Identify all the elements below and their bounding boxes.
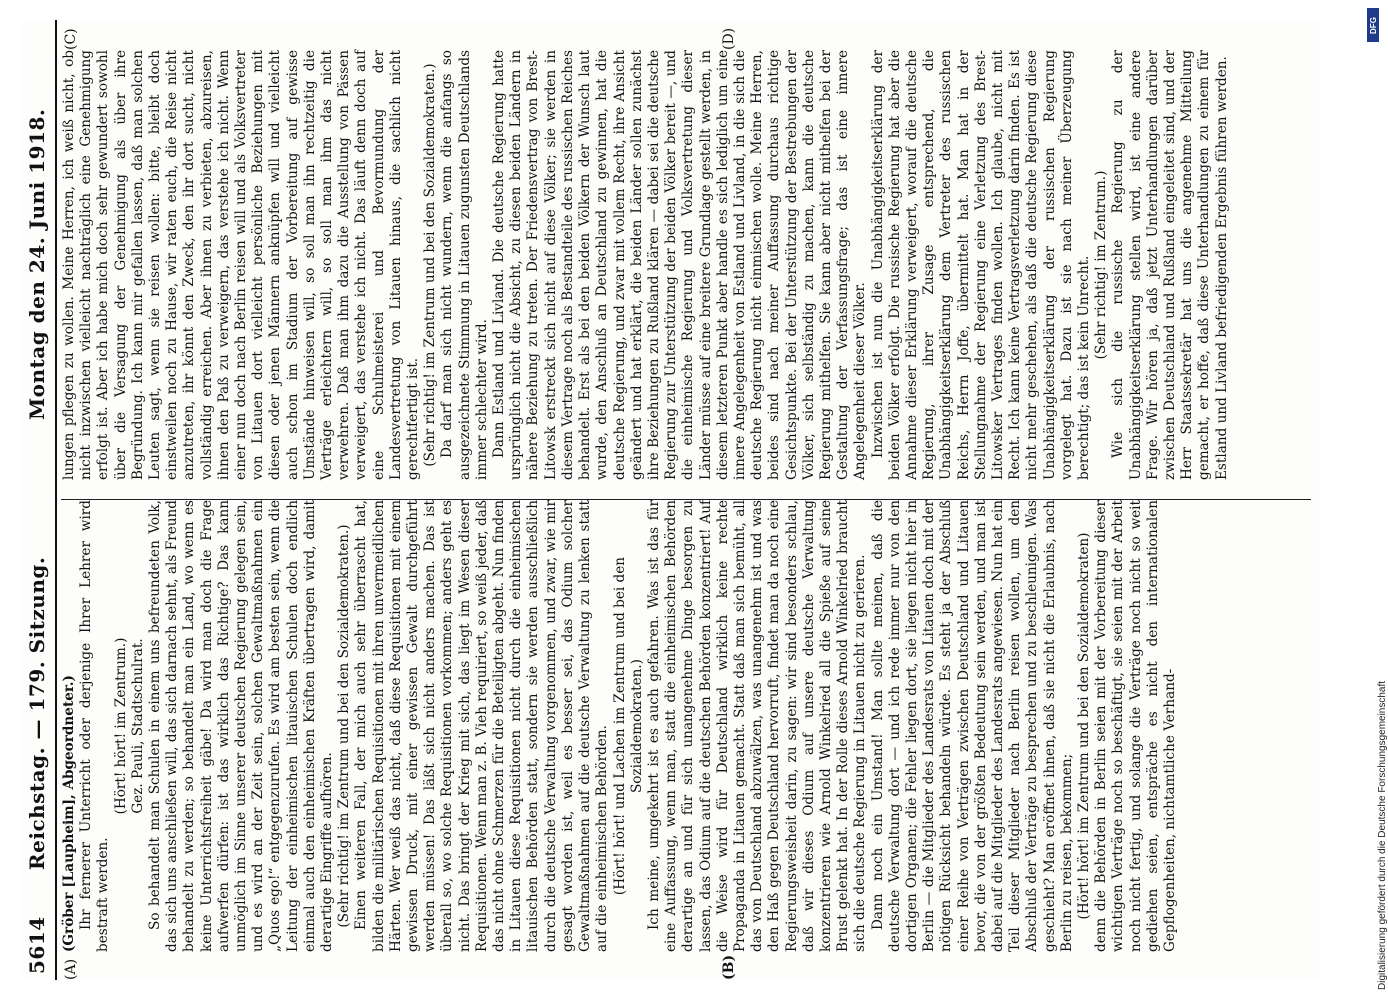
paragraph: Da darf man sich nicht wundern, wenn die anfangs so ausgezeichnete Stimmung in Litauen zugunsten Deutschlands immer schlechter wird. — [439, 50, 490, 480]
interjection: (Hört! hört! und Lachen im Zentrum und bei den Sozialdemokraten.) — [611, 556, 645, 896]
paragraph: Dann Estland und Livland. Die deutsche Regierung hatte ursprünglich nicht die Absicht, zu diesen beiden Ländern in nähere Beziehung zu treten. Der Friedensvertrag von Brest-Litowsk erstreckt sich nicht auf diese Völker; sie werden in diesem Vertrage noch als Bestandteile des russischen Reiches behandelt. Erst als bei den beiden Völkern der Wunsch laut wurde, den Anschluß an Deutschland zu gewinnen, hat die deutsche Regierung, und zwar mit vollem Recht, ihre Ansicht geändert und hat erklärt, die beiden Länder sollen zunächst ihre Beziehungen zu Rußland klären — dabei sei die deutsche Regierung zur Unterstützung der beiden Völker bereit —, und die einheimische Regierung und Volksvertretung dieser Länder müsse auf eine breitere Grundlage gestellt werden, in diesem letzteren Punkt aber handle es sich lediglich um eine innere Angelegenheit von Estland und Livland, in die sich die deutsche Regierung nicht einmischen wolle. Meine Herren, beides sind nach meiner Auffassung durchaus richtige Gesichtspunkte. Bei der Unterstützung der Bestrebungen der Völker, sich selbständig zu machen, kann die deutsche Regierung mithelfen. Sie kann aber nicht mithelfen bei der Gestaltung der Verfassungsfrage; das ist eine innere Angelegenheit dieser Völker. — [491, 50, 869, 480]
page-number: 5614 — [25, 916, 49, 974]
margin-marker-c: (C) — [63, 28, 79, 50]
paragraph: So behandelt man Schulen in einem uns befreundeten Volk, das sich uns anschließen will, das sich darnach sehnt, als Freund behandelt zu werden; so behandelt man ein Land, wo wenn es keine Unterrichtsfreiheit gäbe! Da wird man doch die Frage aufwerfen dürfen: ist das wirklich das Richtige? Das kann unmöglich im Sinne unserer deutschen Regierung gelegen sein, und es wird an der Zeit sein, solchen Gewaltmaßnahmen ein „Quos ego!“ entgegenzurufen. Es wird am besten sein, wenn die Leitung der einheimischen litauischen Schulen doch endlich einmal auch den einheimischen Kräften übertragen wird, damit derartige Eingriffe aufhören. — [147, 500, 336, 952]
interjection: (Sehr richtig! im Zentrum.) — [1093, 170, 1110, 360]
rotated-document-page — [21, 20, 1321, 980]
column-divider — [61, 499, 1311, 500]
margin-marker-d: (D) — [721, 27, 737, 50]
digitization-credit-text: Digitalisierung gefördert durch die Deutsche Forschungsgemeinschaft — [1377, 680, 1388, 990]
dfg-logo-text: DFG — [1368, 16, 1378, 34]
paragraph: denn die Behörden in Berlin seien mit der Vorbereitung dieser wichtigen Verträge noch so beschäftigt, sie seien mit der Arbeit noch nicht fertig, und solange die Verträge noch nicht so weit gediehen seien, entspräche es nicht den internationalen Gepflogenheiten, nichtamtliche Verhand- — [1093, 500, 1178, 952]
right-text-column — [61, 50, 1311, 480]
interjection: (Hört! hört! im Zentrum und bei den Sozialdemokraten) — [1075, 532, 1092, 920]
paragraph: Ihr fernerer Unterricht oder derjenige Ihrer Lehrer wird bestraft werden. — [78, 500, 112, 952]
paragraph: Wie sich die russische Regierung zu der Unabhängigkeitserklärung stellen wird, ist eine andere Frage. Wir hören ja, daß jetzt Unterhandlungen darüber zwischen Deutschland und Rußland eingeleitet sind, und der Herr Staatssekretär hat uns die angenehme Mitteilung gemacht, er hoffe, daß diese Unterhandlungen zu einem für Estland und Livland befriedigenden Ergebnis führen werden. — [1110, 50, 1230, 480]
paragraph: Dann noch ein Umstand! Man sollte meinen, daß die deutsche Verwaltung dort — und ich rede immer nur von den dortigen Organen; die Fehler liegen dort, sie liegen nicht hier in Berlin — die Mitglieder des Landesrats von Litauen doch mit der nötigen Rücksicht behandeln würde. Es steht ja der Abschluß einer Reihe von Verträgen zwischen Deutschland und Litauen bevor, die von der größten Bedeutung sein werden, und man ist dabei auf die Mitglieder des Landesrats angewiesen. Nun hat ein Teil dieser Mitglieder nach Berlin reisen wollen, um den Abschluß der Verträge zu besprechen und zu beschleunigen. Was geschieht? Man eröffnet ihnen, daß sie nicht die Erlaubnis, nach Berlin zu reisen, bekommen; — [869, 500, 1075, 952]
digitization-credit — [1363, 10, 1388, 990]
interjection: (Sehr richtig! im Zentrum und bei den Sozialdemokraten.) — [336, 524, 353, 928]
paragraph: Ich meine, umgekehrt ist es auch gefahren. Was ist das für eine Auffassung, wenn man, statt die einheimischen Behörden derartige an und für sich unangenehme Dinge besorgen zu lassen, das Odium auf die deutschen Behörden konzentriert! Auf die Weise wird für Deutschland wirklich keine rechte Propaganda in Litauen gemacht. Statt daß man sich bemüht, all das von Deutschland abzuwälzen, was unangenehm ist und was den Haß gegen Deutschland hervorruft, findet man da noch eine Regierungsweisheit darin, zu sagen: wir sind besonders schlau, daß wir dieses Odium auf unsere deutsche Verwaltung konzentrieren wie Arnold Winkelried all die Spieße auf seine Brust gelenkt hat. In der Rolle dieses Arnold Winkelried braucht sich die deutsche Regierung in Litauen nicht zu gerieren. — [645, 500, 869, 952]
page-header — [21, 20, 57, 980]
margin-marker-b: (B) — [721, 954, 737, 980]
interjection: (Hört! hört! im Zentrum.) — [112, 637, 129, 815]
paragraph: Einen weiteren Fall, der mich auch sehr überrascht hat, bilden die militärischen Requisitionen mit ihren unvermeidlichen Härten. Wer weiß das nicht, daß diese Requisitionen mit einem gewissen Druck, mit einer gewissen Gewalt durchgeführt werden müssen! Das läßt sich nicht anders machen. Das ist überall so, wo solche Requisitionen vorkommen; anders geht es nicht. Das bringt der Krieg mit sich, das liegt im Wesen dieser Requisitionen. Wenn man z. B. Vieh requiriert, so weiß jeder, daß das nicht ohne Schmerzen für die Beteiligten abgeht. Nun finden in Litauen diese Requisitionen nicht durch die einheimischen litauischen Behörden statt, sondern sie werden ausschließlich durch die deutsche Verwaltung vorgenommen, und zwar, wie mir gesagt worden ist, weil es besser sei, das Odium solcher Gewaltmaßnahmen auf die deutsche Verwaltung zu lenken statt auf die einheimischen Behörden. — [353, 500, 611, 952]
margin-marker-a: (A) — [63, 958, 79, 980]
left-text-column — [61, 500, 1311, 980]
paragraph: lungen pflegen zu wollen. Meine Herren, ich weiß nicht, ob nicht inzwischen vielleicht nachträglich eine Genehmigung erfolgt ist. Aber ich habe mich doch sehr gewundert sowohl über die Versagung der Genehmigung als über ihre Begründung. Ich kann mir gefallen lassen, daß man solchen Leuten sagt, wenn sie reisen wollen: bitte, bleibt doch einstweilen noch zu Hause, wir raten euch, die Reise nicht anzutreten, ihr könnt den Zweck, den ihr dort sucht, nicht vollständig erreichen. Aber ihnen zu verbieten, abzureisen, ihnen den Paß zu verweigern, das verstehe ich nicht. Wenn einer nun doch nach Berlin reisen will und als Volksvertreter von Litauen dort vielleicht persönliche Beziehungen mit diesen oder jenen Männern anknüpfen will und vielleicht auch schon im Stadium der Vorbereitung auf gewisse Umstände hinweisen will, so soll man ihn rechtzeitig die Verträge erleichtern will, so soll man ihm das nicht verwehren. Daß man ihm dazu die Ausstellung von Pässen verweigert, das verstehe ich nicht. Das läuft denn doch auf eine Schulmeisterei und Bevormundung der Landesvertretung von Litauen hinaus, die sachlich nicht gerechtfertigt ist. — [61, 50, 422, 480]
paragraph: Inzwischen ist nun die Unabhängigkeitserklärung der beiden Völker erfolgt. Die russische Regierung hat aber die Annahme dieser Erklärung verweigert, worauf die deutsche Regierung, ihrer Zusage entsprechend, die Unabhängigkeitserklärung dem Vertreter des russischen Reichs, Herrn Joffe, übermittelt hat. Man hat in der Stellungnahme der Regierung eine Verletzung des Brest-Litowsker Vertrages finden wollen. Ich glaube, nicht mit Recht. Ich kann keine Vertragsverletzung darin finden. Es ist nicht mehr geschehen, als daß die deutsche Regierung diese Unabhängigkeitserklärung der russischen Regierung vorgelegt hat. Dazu ist sie nach meiner Überzeugung berechtigt; das ist kein Unrecht. — [869, 50, 1092, 480]
speaker-line: (Gröber [Laupheim], Abgeordneter.) — [61, 675, 77, 952]
session-date: Montag den 24. Juni 1918. — [25, 108, 49, 420]
interjection: (Sehr richtig! im Zentrum und bei den Sozialdemokraten.) — [422, 63, 439, 467]
signature-line: Gez. Pauli, Stadtschulrat. — [129, 638, 146, 814]
running-title: Reichstag. — 179. Sitzung. — [25, 556, 49, 870]
